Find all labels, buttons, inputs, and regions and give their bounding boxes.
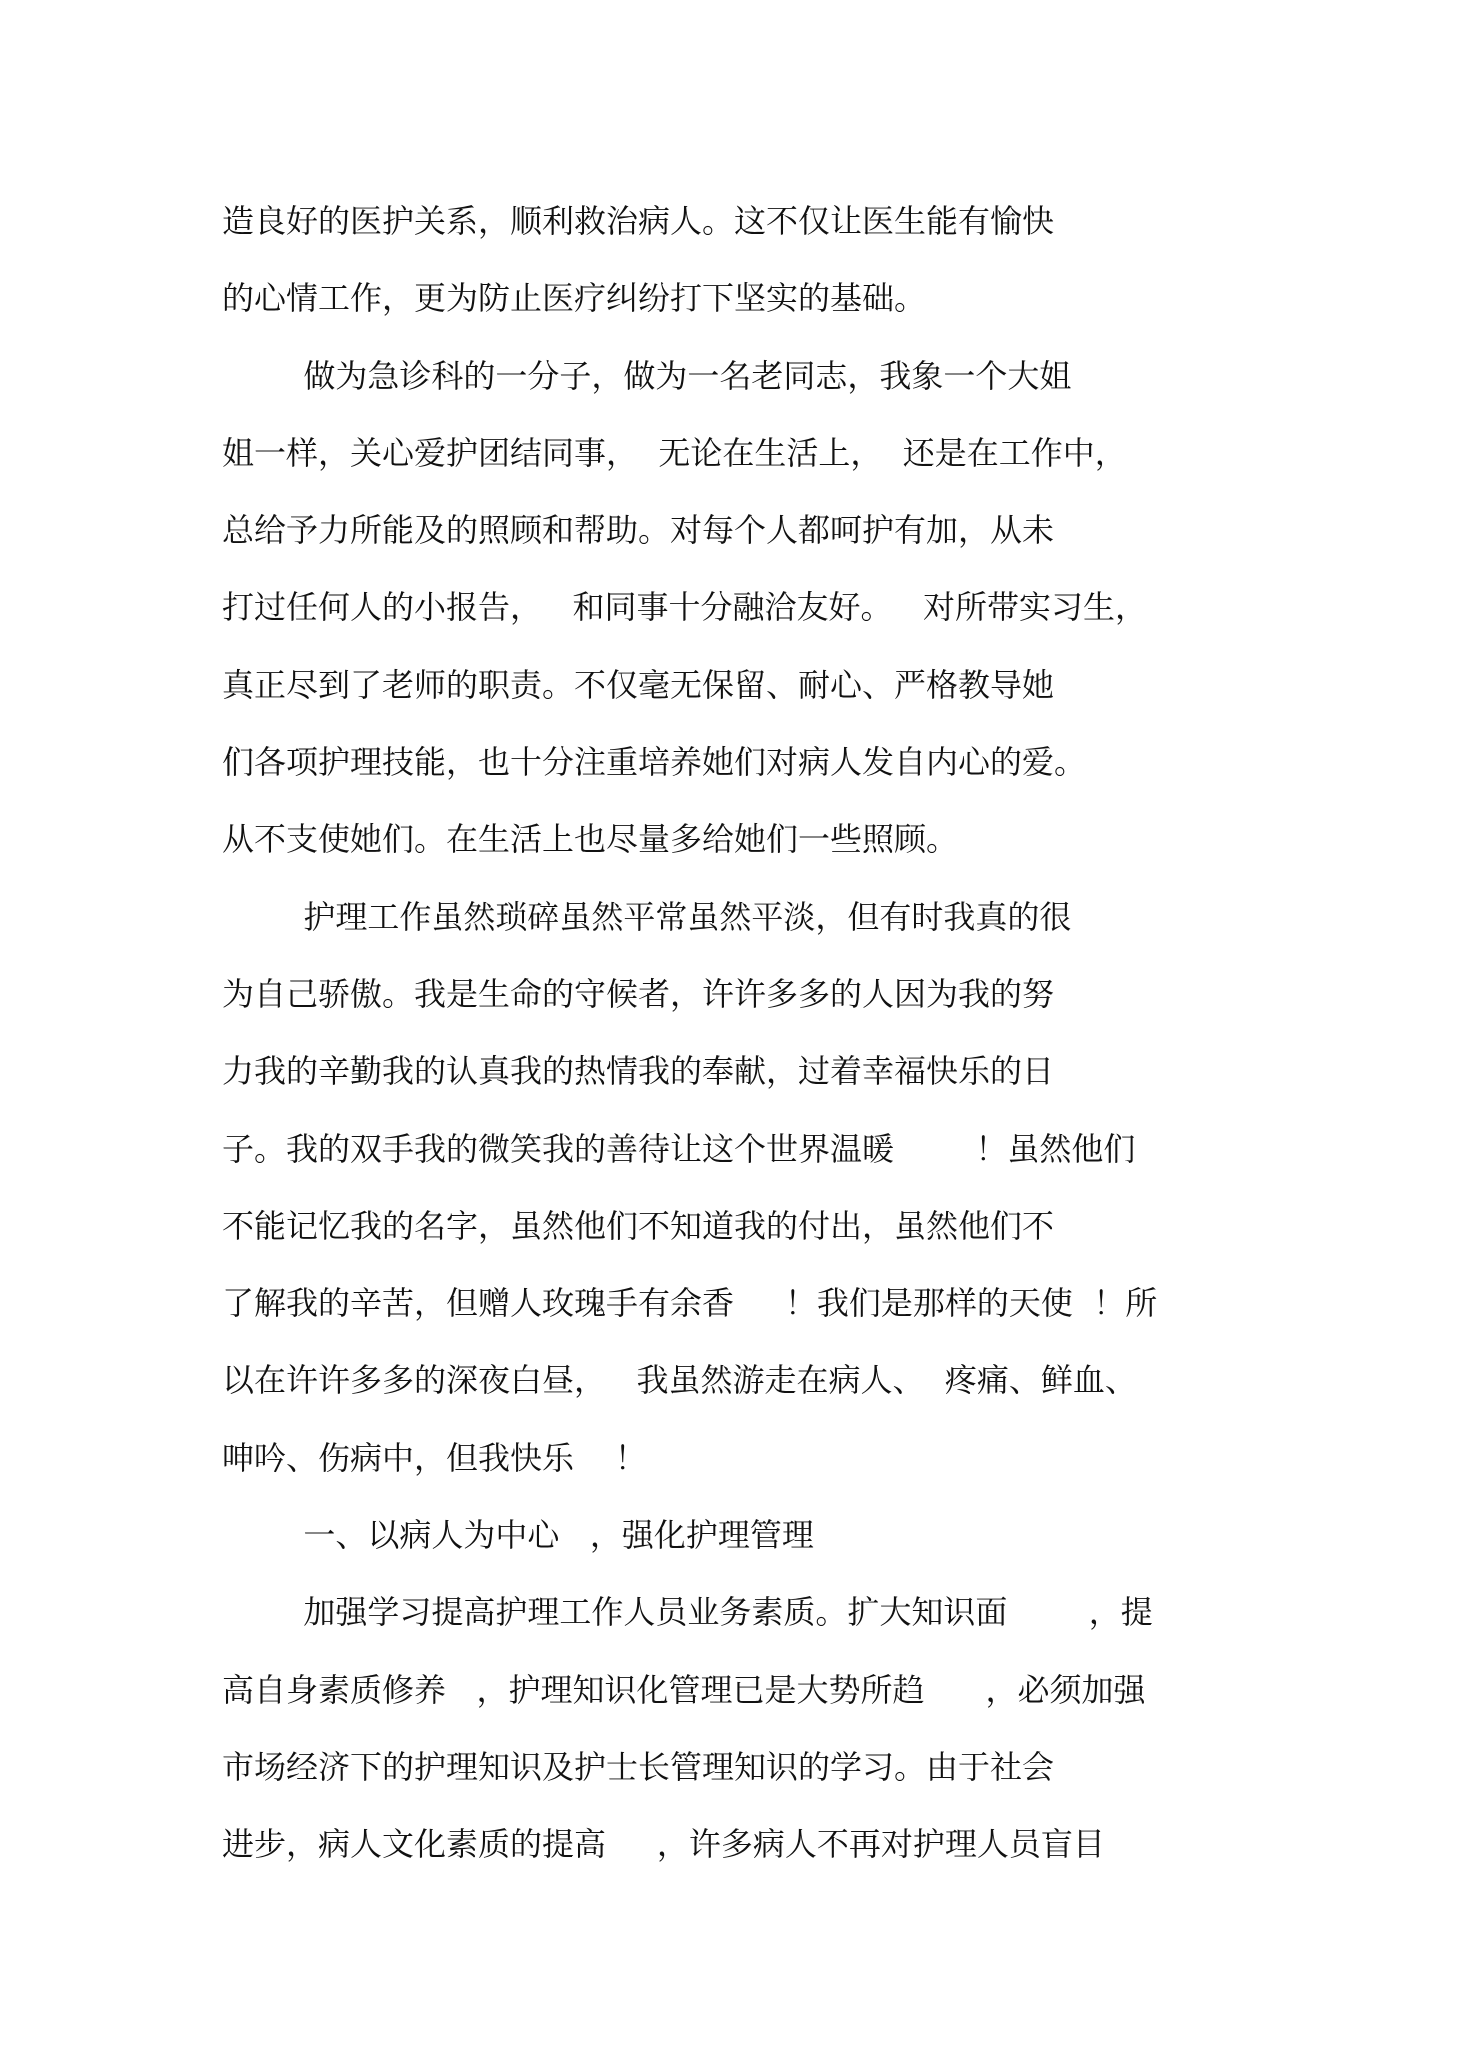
text-line-3: 做为急诊科的一分子，做为一名老同志，我象一个大姐 — [222, 356, 1072, 395]
text-line-17: 呻吟、伤病中，但我快乐 ！ — [222, 1438, 647, 1477]
text-line-10: 护理工作虽然琐碎虽然平常虽然平淡，但有时我真的很 — [222, 897, 1072, 936]
text-line-1: 造良好的医护关系，顺利救治病人。这不仅让医生能有愉快 — [222, 202, 1055, 240]
text-line-19: 加强学习提高护理工作人员业务素质。扩大知识面 ，提 — [222, 1593, 1153, 1632]
text-line-12: 力我的辛勤我的认真我的热情我的奉献，过着幸福快乐的日 — [222, 1052, 1055, 1091]
text-line-2: 的心情工作，更为防止医疗纠纷打下坚实的基础。 — [222, 279, 927, 318]
text-line-21: 市场经济下的护理知识及护士长管理知识的学习。由于社会 — [222, 1747, 1055, 1786]
text-line-8: 们各项护理技能，也十分注重培养她们对病人发自内心的爱。 — [222, 743, 1087, 782]
text-line-16: 以在许许多多的深夜白昼， 我虽然游走在病人、 疼痛、鲜血、 — [222, 1361, 1137, 1400]
text-line-15: 了解我的辛苦，但赠人玫瑰手有余香 ！我们是那样的天使 ！所 — [222, 1284, 1158, 1323]
text-line-11: 为自己骄傲。我是生命的守候者，许许多多的人因为我的努 — [222, 974, 1055, 1013]
text-line-7: 真正尽到了老师的职责。不仅毫无保留、耐心、严格教导她 — [222, 665, 1055, 704]
text-line-5: 总给予力所能及的照顾和帮助。对每个人都呵护有加，从未 — [222, 511, 1055, 550]
text-line-14: 不能记忆我的名字，虽然他们不知道我的付出，虽然他们不 — [222, 1206, 1055, 1245]
text-line-9: 从不支使她们。在生活上也尽量多给她们一些照顾。 — [222, 820, 959, 859]
body-text — [222, 196, 1262, 1897]
text-line-4: 姐一样，关心爱护团结同事， 无论在生活上， 还是在工作中， — [222, 433, 1127, 472]
text-line-20: 高自身素质修养 ，护理知识化管理已是大势所趋 ，必须加强 — [222, 1670, 1146, 1709]
text-line-22: 进步，病人文化素质的提高 ，许多病人不再对护理人员盲目 — [222, 1825, 1105, 1864]
text-line-13: 子。我的双手我的微笑我的善待让这个世界温暖 ！虽然他们 — [222, 1129, 1136, 1168]
text-line-6: 打过任何人的小报告， 和同事十分融洽友好。 对所带实习生， — [222, 588, 1148, 627]
section-heading: 一、以病人为中心 ，强化护理管理 — [222, 1516, 814, 1555]
